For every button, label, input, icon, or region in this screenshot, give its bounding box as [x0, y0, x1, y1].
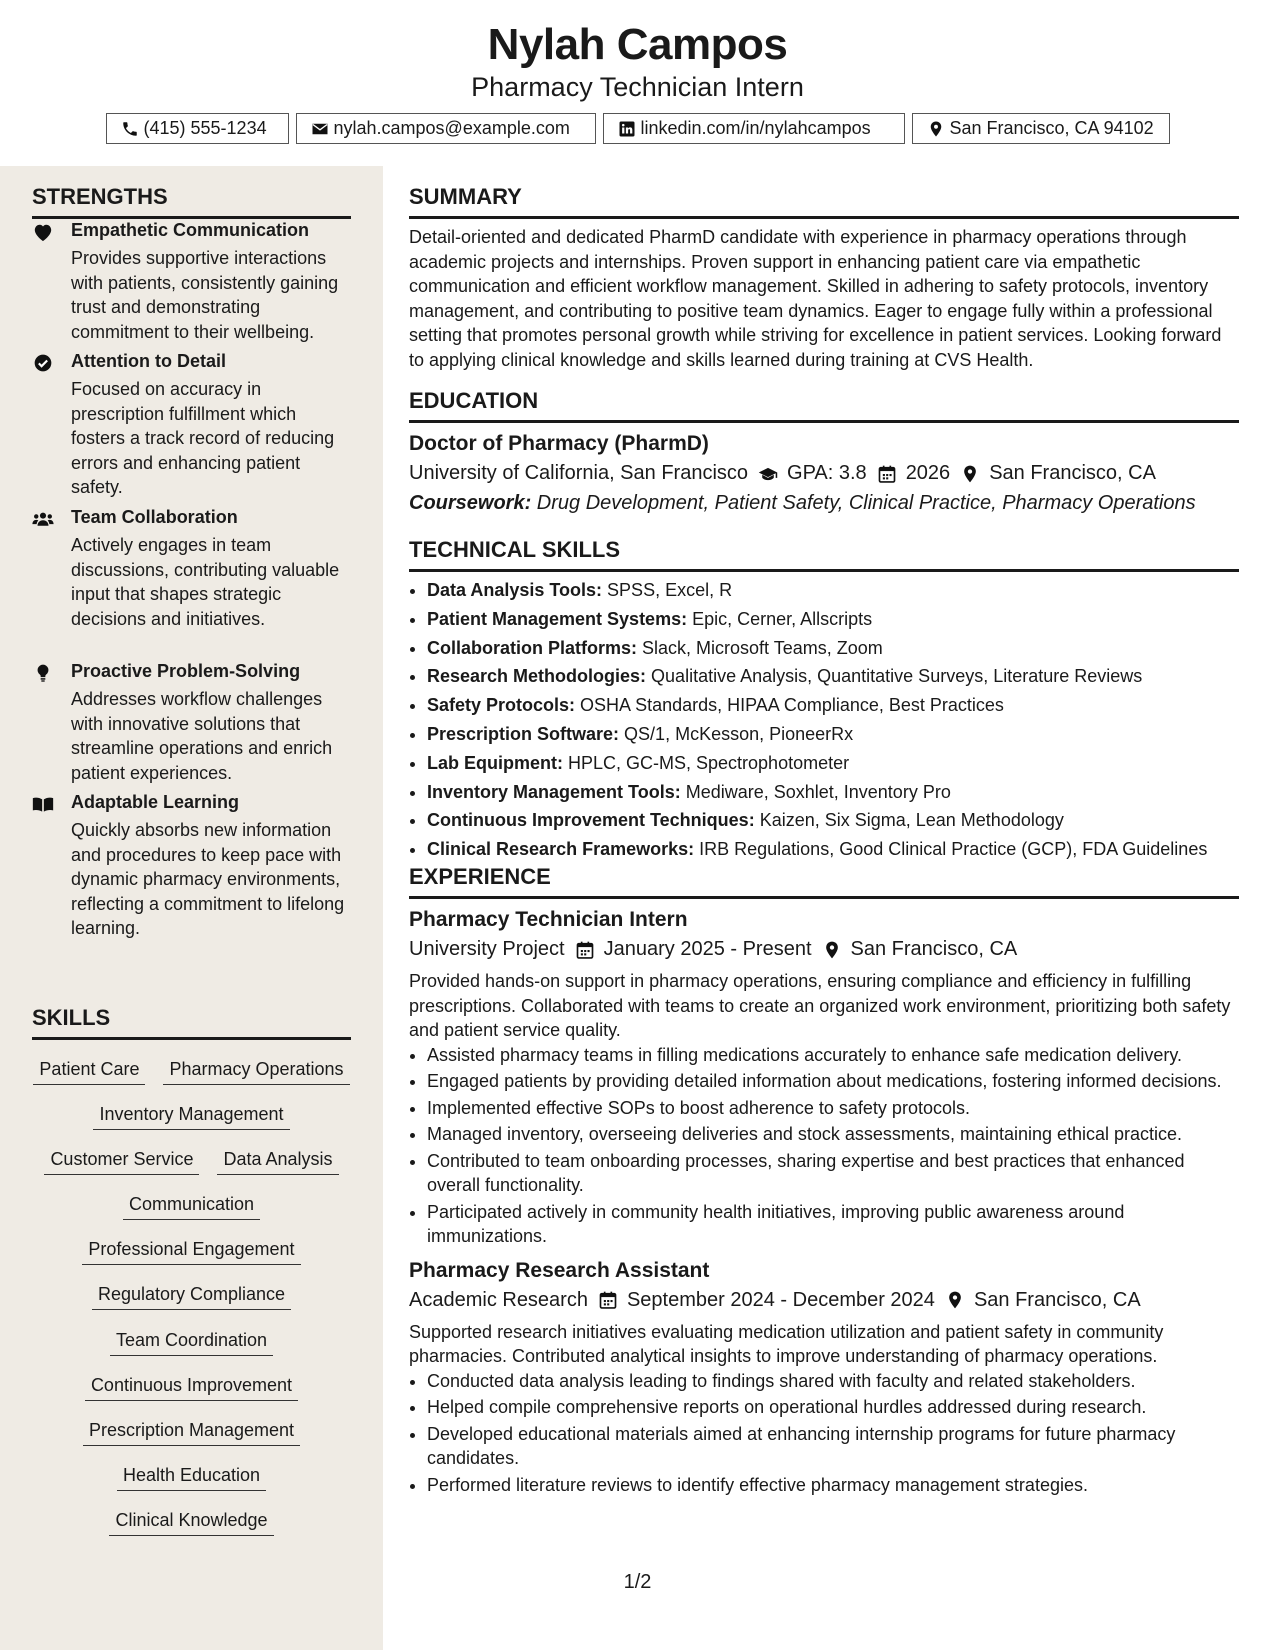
strength-description: Actively engages in team discussions, contributing valuable input that shapes strategic decisions and initiatives.	[71, 535, 340, 629]
skill-tag: Clinical Knowledge	[109, 1510, 273, 1536]
skill-row	[32, 1104, 351, 1130]
envelope-icon	[311, 120, 329, 138]
map-pin-icon	[960, 464, 980, 484]
technical-skill-item: • Data Analysis Tools: SPSS, Excel, R	[427, 577, 1239, 604]
calendar-icon	[575, 940, 595, 960]
technical-skills-heading: TECHNICAL SKILLS	[409, 537, 1239, 572]
job-entry	[409, 1259, 1239, 1498]
contact-location	[912, 113, 1170, 144]
technical-skill-item: • Safety Protocols: OSHA Standards, HIPAA Compliance, Best Practices	[427, 692, 1239, 719]
job-bullet: • Performed literature reviews to identify effective pharmacy management strategies.	[427, 1473, 1239, 1498]
candidate-title: Pharmacy Technician Intern	[471, 72, 804, 102]
technical-skill-item: • Collaboration Platforms: Slack, Microsoft Teams, Zoom	[427, 635, 1239, 662]
skills-section	[32, 1005, 351, 1040]
education-heading: EDUCATION	[409, 388, 1239, 423]
job-bullet: • Participated actively in community health initiatives, improving public awareness around immunizations.	[427, 1200, 1239, 1249]
job-bullet: • Contributed to team onboarding processes, sharing expertise and best practices that enhanced overall functionality.	[427, 1149, 1239, 1198]
page-number: 1/2	[623, 1571, 652, 1593]
strength-title: Empathetic Communication	[71, 220, 310, 240]
experience-section	[409, 864, 1239, 1499]
skill-row	[32, 1284, 351, 1310]
job-bullet: • Engaged patients by providing detailed information about medications, fostering informed decisions.	[427, 1069, 1239, 1094]
linkedin-text: linkedin.com/in/nylahcampos	[640, 118, 871, 138]
coursework	[409, 492, 1239, 515]
education-section	[409, 388, 1239, 515]
candidate-name: Nylah Campos	[487, 20, 788, 69]
job-bullet: • Helped compile comprehensive reports on operational hurdles addressed during research.	[427, 1395, 1239, 1420]
skill-row	[32, 1375, 351, 1401]
skill-tag: Communication	[123, 1194, 260, 1220]
job-bullet: • Implemented effective SOPs to boost adherence to safety protocols.	[427, 1096, 1239, 1121]
coursework-label: Coursework:	[409, 492, 532, 514]
job-location: San Francisco, CA	[850, 938, 1018, 960]
graduation-year: 2026	[905, 462, 951, 484]
experience-heading: EXPERIENCE	[409, 864, 1239, 899]
job-title: Pharmacy Research Assistant	[409, 1258, 710, 1282]
skill-row	[32, 1510, 351, 1536]
job-bullet: • Assisted pharmacy teams in filling medications accurately to enhance safe medication delivery.	[427, 1043, 1239, 1068]
technical-skill-item: • Patient Management Systems: Epic, Cerner, Allscripts	[427, 606, 1239, 633]
map-pin-icon	[822, 940, 842, 960]
skills-heading: SKILLS	[32, 1005, 351, 1040]
skill-tag: Professional Engagement	[82, 1239, 300, 1265]
map-pin-icon	[927, 120, 945, 138]
contact-linkedin[interactable]	[603, 113, 905, 144]
sidebar	[0, 166, 383, 1650]
resume-header	[0, 0, 1275, 166]
job-meta	[409, 938, 1239, 961]
technical-skill-item: • Inventory Management Tools: Mediware, Soxhlet, Inventory Pro	[427, 779, 1239, 806]
skill-row	[32, 1420, 351, 1446]
skill-tag: Patient Care	[33, 1059, 145, 1085]
job-meta	[409, 1289, 1239, 1312]
job-bullet: • Managed inventory, overseeing deliveries and stock assessments, maintaining ethical practice.	[427, 1122, 1239, 1147]
strength-title: Proactive Problem-Solving	[71, 661, 301, 681]
skill-tag: Continuous Improvement	[85, 1375, 298, 1401]
lightbulb-icon	[32, 663, 54, 683]
linkedin-icon	[618, 120, 636, 138]
job-description: Supported research initiatives evaluating medication utilization and patient safety in community pharmacies. Contributed analytical insights to improve understanding of pharmacy operations.	[409, 1321, 1164, 1366]
strength-title: Attention to Detail	[71, 351, 226, 371]
strength-title: Adaptable Learning	[71, 792, 240, 812]
users-icon	[32, 509, 54, 529]
calendar-icon	[877, 464, 897, 484]
heart-icon	[32, 222, 54, 242]
contact-bar	[0, 113, 1275, 144]
strength-description: Focused on accuracy in prescription fulfillment which fosters a track record of reducing errors and enhancing patient safety.	[71, 379, 335, 497]
strengths-heading: STRENGTHS	[32, 184, 351, 219]
job-dates: January 2025 - Present	[603, 938, 812, 960]
strength-description: Addresses workflow challenges with innovative solutions that streamline operations and enrich patient experiences.	[71, 689, 333, 783]
skill-tag: Health Education	[117, 1465, 266, 1491]
contact-email[interactable]	[296, 113, 596, 144]
skill-row	[32, 1330, 351, 1356]
gpa-text: GPA: 3.8	[787, 462, 867, 484]
strength-description: Quickly absorbs new information and procedures to keep pace with dynamic pharmacy environments, reflecting a commitment to lifelong learning.	[71, 820, 345, 938]
technical-skill-item: • Research Methodologies: Qualitative Analysis, Quantitative Surveys, Literature Reviews	[427, 663, 1239, 690]
job-bullet: • Conducted data analysis leading to findings shared with faculty and related stakeholders.	[427, 1369, 1239, 1394]
education-meta	[409, 462, 1239, 485]
job-description: Provided hands-on support in pharmacy operations, ensuring compliance and efficiency in fulfilling prescriptions. Collaborated with teams to create an organized work environment, prioritizing both safety and patient service quality.	[409, 971, 1231, 1040]
technical-skills-section	[409, 537, 1239, 865]
job-bullet: • Developed educational materials aimed at enhancing internship programs for future pharmacy candidates.	[427, 1422, 1239, 1471]
job-entry	[409, 908, 1239, 1249]
strength-description: Provides supportive interactions with patients, consistently gaining trust and demonstrating commitment to their wellbeing.	[71, 248, 339, 342]
skill-tag: Team Coordination	[110, 1330, 273, 1356]
technical-skill-item: • Lab Equipment: HPLC, GC-MS, Spectrophotometer	[427, 750, 1239, 777]
skill-tag: Pharmacy Operations	[163, 1059, 349, 1085]
phone-text: (415) 555-1234	[143, 118, 267, 138]
summary-text: Detail-oriented and dedicated PharmD candidate with experience in pharmacy operations through academic projects and internships. Proven support in enhancing patient care via empathetic communication and efficient workflow management. Skilled in adhering to safety protocols, inventory management, and contributing to positive team dynamics. Eager to engage fully within a professional setting that promotes personal growth while striving for excellence in patient services. Looking forward to applying clinical knowledge and skills learned during training at CVS Health.	[409, 227, 1222, 370]
skill-tag: Prescription Management	[83, 1420, 300, 1446]
skill-row	[32, 1239, 351, 1265]
technical-skill-item: • Prescription Software: QS/1, McKesson, PioneerRx	[427, 721, 1239, 748]
skill-tag: Data Analysis	[217, 1149, 338, 1175]
map-pin-icon	[945, 1290, 965, 1310]
skill-row	[32, 1194, 351, 1220]
job-organization: University Project	[409, 938, 565, 960]
check-circle-icon	[32, 353, 54, 373]
school-location: San Francisco, CA	[989, 462, 1156, 484]
skill-tag: Customer Service	[44, 1149, 199, 1175]
strengths-section	[32, 184, 351, 219]
job-dates: September 2024 - December 2024	[626, 1288, 935, 1311]
job-bullets	[409, 1369, 1239, 1498]
phone-icon	[121, 120, 139, 138]
job-organization: Academic Research	[409, 1288, 588, 1311]
summary-heading: SUMMARY	[409, 184, 1239, 219]
skill-tag: Regulatory Compliance	[92, 1284, 291, 1310]
location-text: San Francisco, CA 94102	[949, 118, 1154, 138]
contact-phone[interactable]	[106, 113, 289, 144]
technical-skill-item: • Continuous Improvement Techniques: Kaizen, Six Sigma, Lean Methodology	[427, 807, 1239, 834]
calendar-icon	[598, 1290, 618, 1310]
technical-skills-list	[409, 577, 1239, 863]
skill-row	[32, 1149, 351, 1175]
skill-tag: Inventory Management	[93, 1104, 289, 1130]
technical-skill-item: • Clinical Research Frameworks: IRB Regulations, Good Clinical Practice (GCP), FDA Guidelines	[427, 836, 1239, 863]
degree-title: Doctor of Pharmacy (PharmD)	[409, 432, 709, 455]
job-location: San Francisco, CA	[973, 1288, 1141, 1311]
email-text: nylah.campos@example.com	[333, 118, 570, 138]
summary-section	[409, 184, 1239, 372]
book-icon	[32, 794, 54, 814]
skill-row	[32, 1465, 351, 1491]
job-bullets	[409, 1043, 1239, 1249]
school-name: University of California, San Francisco	[409, 462, 749, 484]
strength-title: Team Collaboration	[71, 507, 238, 527]
skill-row	[32, 1059, 351, 1085]
job-title: Pharmacy Technician Intern	[409, 908, 688, 931]
graduation-cap-icon	[758, 464, 778, 484]
coursework-list: Drug Development, Patient Safety, Clinical Practice, Pharmacy Operations	[531, 492, 1196, 514]
